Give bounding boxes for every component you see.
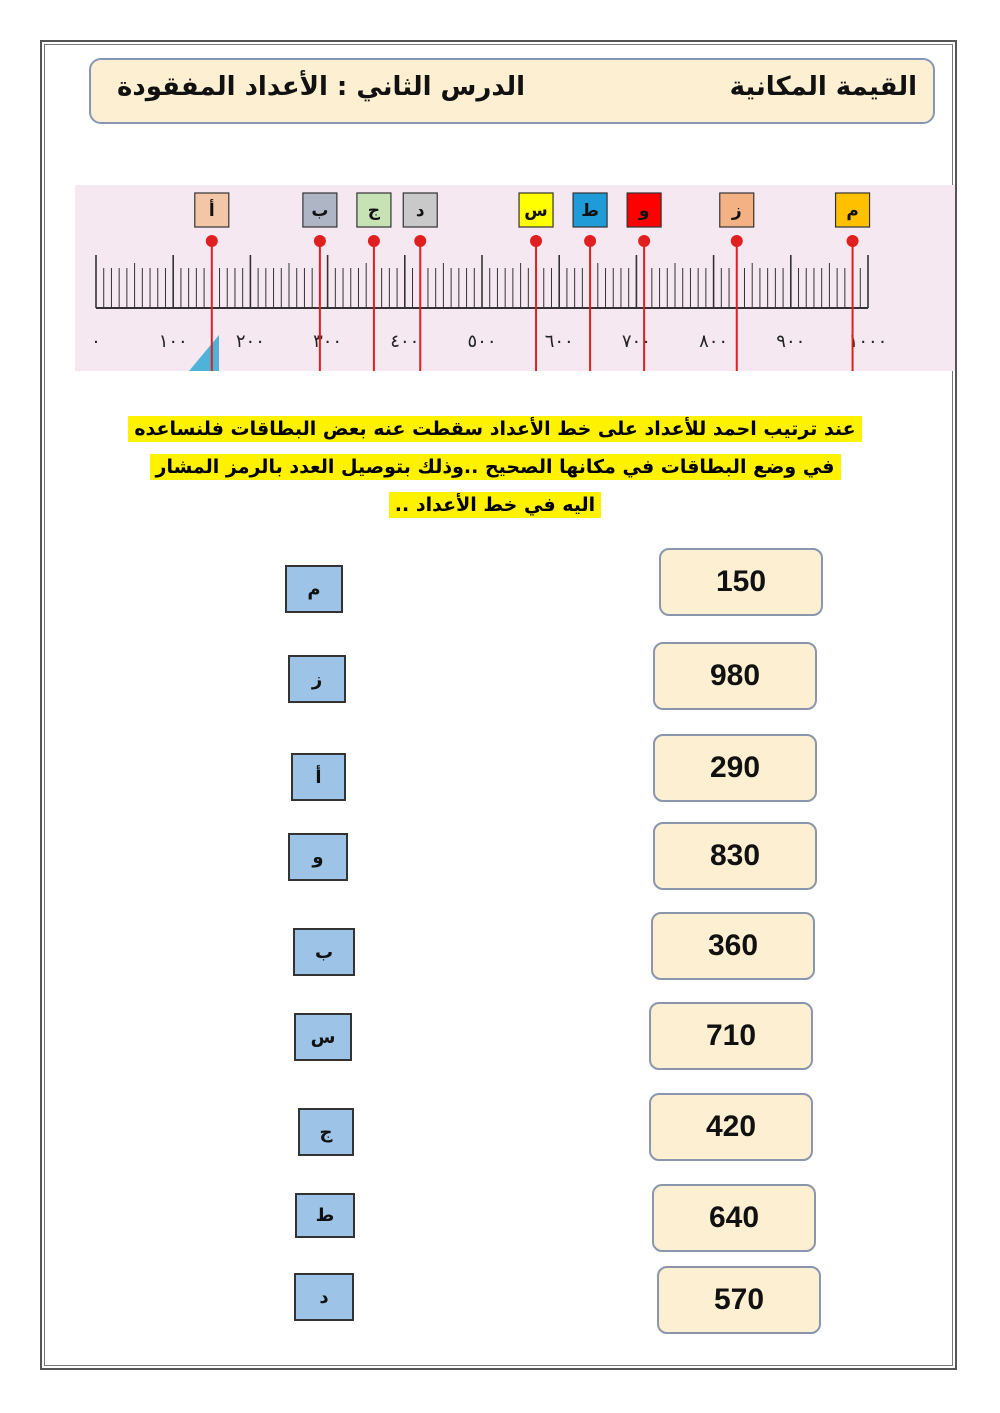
lesson-title: الدرس الثاني : الأعداد المفقودة — [117, 72, 526, 102]
number-card-360[interactable]: 360 — [651, 912, 815, 980]
tick-label: ٧٠٠ — [621, 331, 651, 352]
number-card-640[interactable]: 640 — [652, 1184, 816, 1252]
tick-label: ٤٠٠ — [390, 331, 420, 352]
symbol-card-meem[interactable]: م — [285, 565, 343, 613]
marker-dot — [584, 235, 596, 247]
symbol-card-ba[interactable]: ب — [293, 928, 355, 976]
tick-label: ٦٠٠ — [544, 331, 574, 352]
tick-label: ٨٠٠ — [699, 331, 729, 352]
number-card-290[interactable]: 290 — [653, 734, 817, 802]
marker-dot — [206, 235, 218, 247]
tick-label: ٣٠٠ — [313, 331, 343, 352]
symbol-card-alif[interactable]: أ — [291, 753, 346, 801]
marker-label: س — [524, 201, 548, 221]
number-line-ruler — [75, 185, 955, 371]
number-card-710[interactable]: 710 — [649, 1002, 813, 1070]
tick-label: ١٠٠ — [158, 331, 188, 352]
marker-dot — [731, 235, 743, 247]
instruction-line-2: في وضع البطاقات في مكانها الصحيح ..وذلك بتوصيل العدد بالرمز المشار — [150, 454, 841, 480]
marker-dot — [414, 235, 426, 247]
symbol-card-jeem[interactable]: ج — [298, 1108, 354, 1156]
ruler-corner-decoration — [189, 335, 219, 371]
marker-label: م — [846, 201, 859, 221]
number-card-420[interactable]: 420 — [649, 1093, 813, 1161]
header-banner — [89, 58, 935, 124]
symbol-card-zay[interactable]: ز — [288, 655, 346, 703]
tick-label: ١٠٠٠ — [848, 331, 888, 352]
marker-label: د — [415, 201, 425, 221]
marker-label: ب — [311, 201, 329, 221]
tick-label: ٥٠٠ — [467, 331, 497, 352]
symbol-card-dal[interactable]: د — [294, 1273, 354, 1321]
instructions — [110, 410, 880, 524]
tick-label: ٢٠٠ — [235, 331, 265, 352]
tick-label: ٠ — [91, 331, 101, 352]
marker-label: ز — [731, 201, 742, 221]
tick-label: ٩٠٠ — [776, 331, 806, 352]
marker-dot — [638, 235, 650, 247]
number-card-980[interactable]: 980 — [653, 642, 817, 710]
instruction-line-3: اليه في خط الأعداد .. — [389, 492, 601, 518]
number-card-830[interactable]: 830 — [653, 822, 817, 890]
marker-dot — [847, 235, 859, 247]
symbol-card-ta[interactable]: ط — [295, 1193, 355, 1238]
marker-dot — [530, 235, 542, 247]
marker-label: ج — [367, 201, 381, 221]
number-card-570[interactable]: 570 — [657, 1266, 821, 1334]
marker-dot — [314, 235, 326, 247]
number-card-150[interactable]: 150 — [659, 548, 823, 616]
symbol-card-seen[interactable]: س — [294, 1013, 352, 1061]
symbol-card-waw[interactable]: و — [288, 833, 348, 881]
marker-label: ط — [581, 201, 599, 221]
subject-title: القيمة المكانية — [729, 72, 917, 102]
marker-dot — [368, 235, 380, 247]
marker-label: أ — [208, 201, 215, 221]
marker-label: و — [638, 201, 650, 221]
instruction-line-1: عند ترتيب احمد للأعداد على خط الأعداد سقطت عنه بعض البطاقات فلنساعده — [128, 416, 861, 442]
